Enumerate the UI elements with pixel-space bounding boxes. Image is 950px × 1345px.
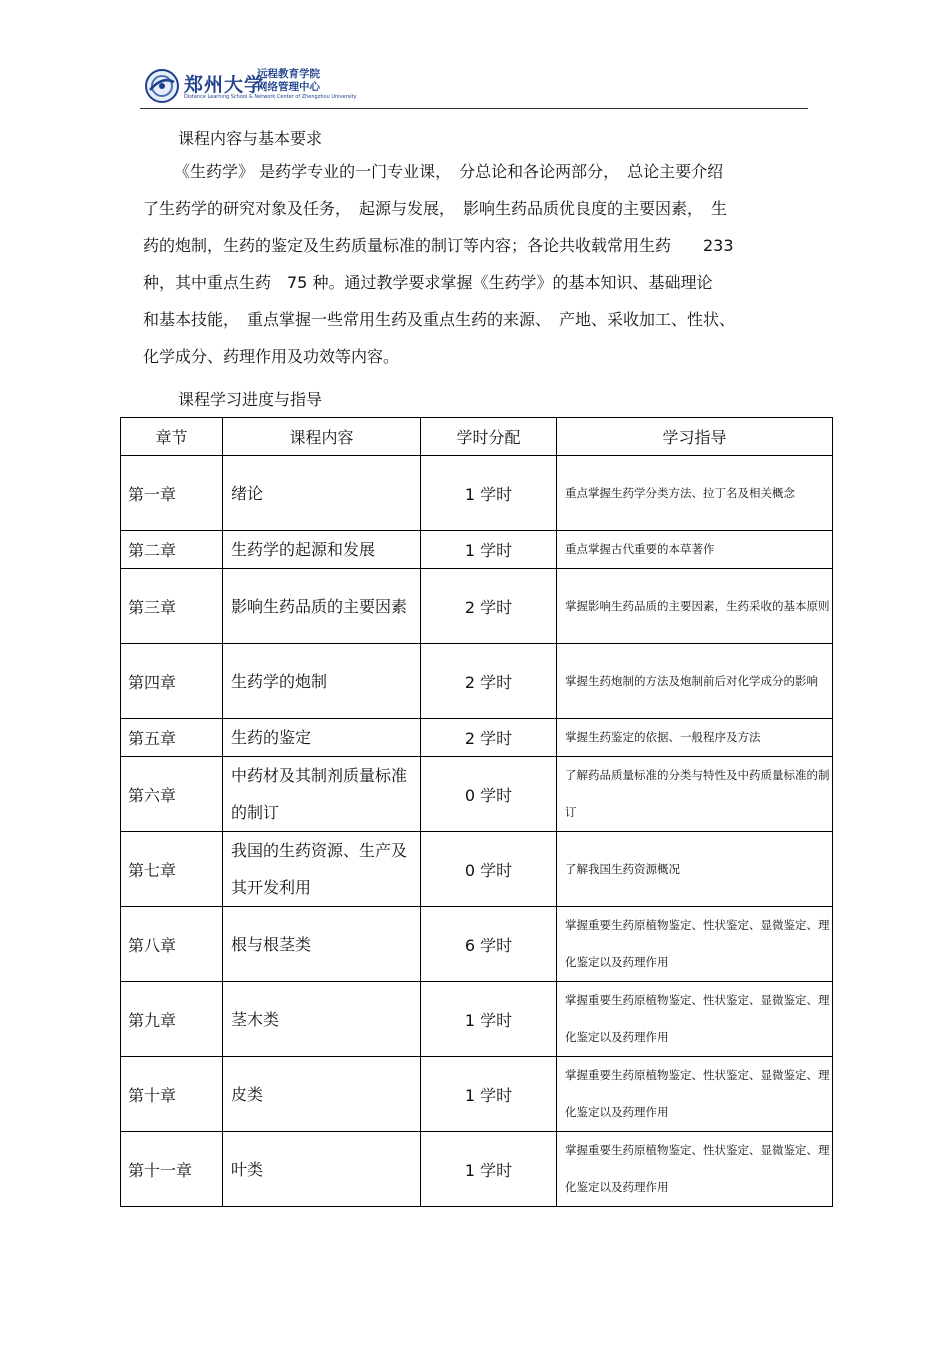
chapter-cell: 第十一章 (121, 1132, 223, 1207)
table-row (121, 757, 833, 832)
description-line: 化学成分、药理作用及功效等内容。 (143, 347, 400, 366)
content-cell: 生药学的起源和发展 (223, 531, 421, 569)
hours-cell: 0 学时 (421, 832, 557, 907)
hours-cell: 1 学时 (421, 1132, 557, 1207)
table-row (121, 569, 833, 644)
guide-cell: 了解药品质量标准的分类与特性及中药质量标准的制订 (557, 757, 833, 832)
page-header (140, 64, 808, 109)
hours-cell: 1 学时 (421, 531, 557, 569)
chapter-cell: 第一章 (121, 456, 223, 531)
hours-cell: 0 学时 (421, 757, 557, 832)
chapter-cell: 第七章 (121, 832, 223, 907)
table-row (121, 832, 833, 907)
logo-text-cn: 郑州大学 (184, 74, 265, 96)
logo-subtitle-top: 远程教育学院 (257, 68, 320, 80)
table-row (121, 719, 833, 757)
section-heading-schedule: 课程学习进度与指导 (178, 390, 323, 409)
content-cell: 我国的生药资源、生产及其开发利用 (223, 832, 421, 907)
description-line: 《生药学》 是药学专业的一门专业课， 分总论和各论两部分， 总论主要介绍 (174, 162, 724, 181)
guide-cell: 掌握影响生药品质的主要因素，生药采收的基本原则 (557, 569, 833, 644)
hours-cell: 2 学时 (421, 569, 557, 644)
guide-cell: 掌握重要生药原植物鉴定、性状鉴定、显微鉴定、理化鉴定以及药理作用 (557, 1132, 833, 1207)
content-cell: 生药学的炮制 (223, 644, 421, 719)
hours-cell: 1 学时 (421, 982, 557, 1057)
content-cell: 叶类 (223, 1132, 421, 1207)
schedule-table (120, 417, 833, 1207)
content-cell: 中药材及其制剂质量标准的制订 (223, 757, 421, 832)
university-logo-icon (144, 68, 180, 104)
hours-cell: 2 学时 (421, 644, 557, 719)
content-cell: 根与根茎类 (223, 907, 421, 982)
description-line: 药的炮制，生药的鉴定及生药质量标准的制订等内容；各论共收载常用生药 233 (143, 236, 734, 255)
chapter-cell: 第八章 (121, 907, 223, 982)
chapter-cell: 第四章 (121, 644, 223, 719)
content-cell: 茎木类 (223, 982, 421, 1057)
guide-cell: 掌握生药鉴定的依据、一般程序及方法 (557, 719, 833, 757)
chapter-cell: 第六章 (121, 757, 223, 832)
guide-cell: 掌握重要生药原植物鉴定、性状鉴定、显微鉴定、理化鉴定以及药理作用 (557, 1057, 833, 1132)
table-row (121, 907, 833, 982)
description-line: 了生药学的研究对象及任务， 起源与发展， 影响生药品质优良度的主要因素， 生 (143, 199, 728, 218)
chapter-cell: 第二章 (121, 531, 223, 569)
guide-cell: 掌握重要生药原植物鉴定、性状鉴定、显微鉴定、理化鉴定以及药理作用 (557, 982, 833, 1057)
guide-cell: 重点掌握生药学分类方法、拉丁名及相关概念 (557, 456, 833, 531)
table-row (121, 644, 833, 719)
description-line: 种，其中重点生药 75 种。通过教学要求掌握《生药学》的基本知识、基础理论 (143, 273, 713, 292)
table-row (121, 456, 833, 531)
description-line: 和基本技能， 重点掌握一些常用生药及重点生药的来源、 产地、采收加工、性状、 (143, 310, 736, 329)
section-heading-course-content: 课程内容与基本要求 (178, 129, 323, 148)
chapter-cell: 第三章 (121, 569, 223, 644)
table-row (121, 982, 833, 1057)
hours-cell: 1 学时 (421, 456, 557, 531)
hours-cell: 2 学时 (421, 719, 557, 757)
column-header-content: 课程内容 (223, 418, 421, 456)
guide-cell: 掌握生药炮制的方法及炮制前后对化学成分的影响 (557, 644, 833, 719)
content-cell: 皮类 (223, 1057, 421, 1132)
chapter-cell: 第九章 (121, 982, 223, 1057)
guide-cell: 重点掌握古代重要的本草著作 (557, 531, 833, 569)
logo-subtitle-bottom: 网络管理中心 (257, 81, 320, 93)
guide-cell: 了解我国生药资源概况 (557, 832, 833, 907)
table-row (121, 1057, 833, 1132)
table-row (121, 1132, 833, 1207)
hours-cell: 6 学时 (421, 907, 557, 982)
content-cell: 生药的鉴定 (223, 719, 421, 757)
chapter-cell: 第十章 (121, 1057, 223, 1132)
table-row (121, 531, 833, 569)
logo-text-en: Distance Learning School & Network Center of Zhengzhou University (184, 94, 357, 100)
column-header-hours: 学时分配 (421, 418, 557, 456)
hours-cell: 1 学时 (421, 1057, 557, 1132)
column-header-chapter: 章节 (121, 418, 223, 456)
table-header-row (121, 418, 833, 456)
guide-cell: 掌握重要生药原植物鉴定、性状鉴定、显微鉴定、理化鉴定以及药理作用 (557, 907, 833, 982)
content-cell: 绪论 (223, 456, 421, 531)
chapter-cell: 第五章 (121, 719, 223, 757)
content-cell: 影响生药品质的主要因素 (223, 569, 421, 644)
course-description (143, 153, 813, 375)
logo-subtitle (257, 68, 320, 94)
column-header-guide: 学习指导 (557, 418, 833, 456)
